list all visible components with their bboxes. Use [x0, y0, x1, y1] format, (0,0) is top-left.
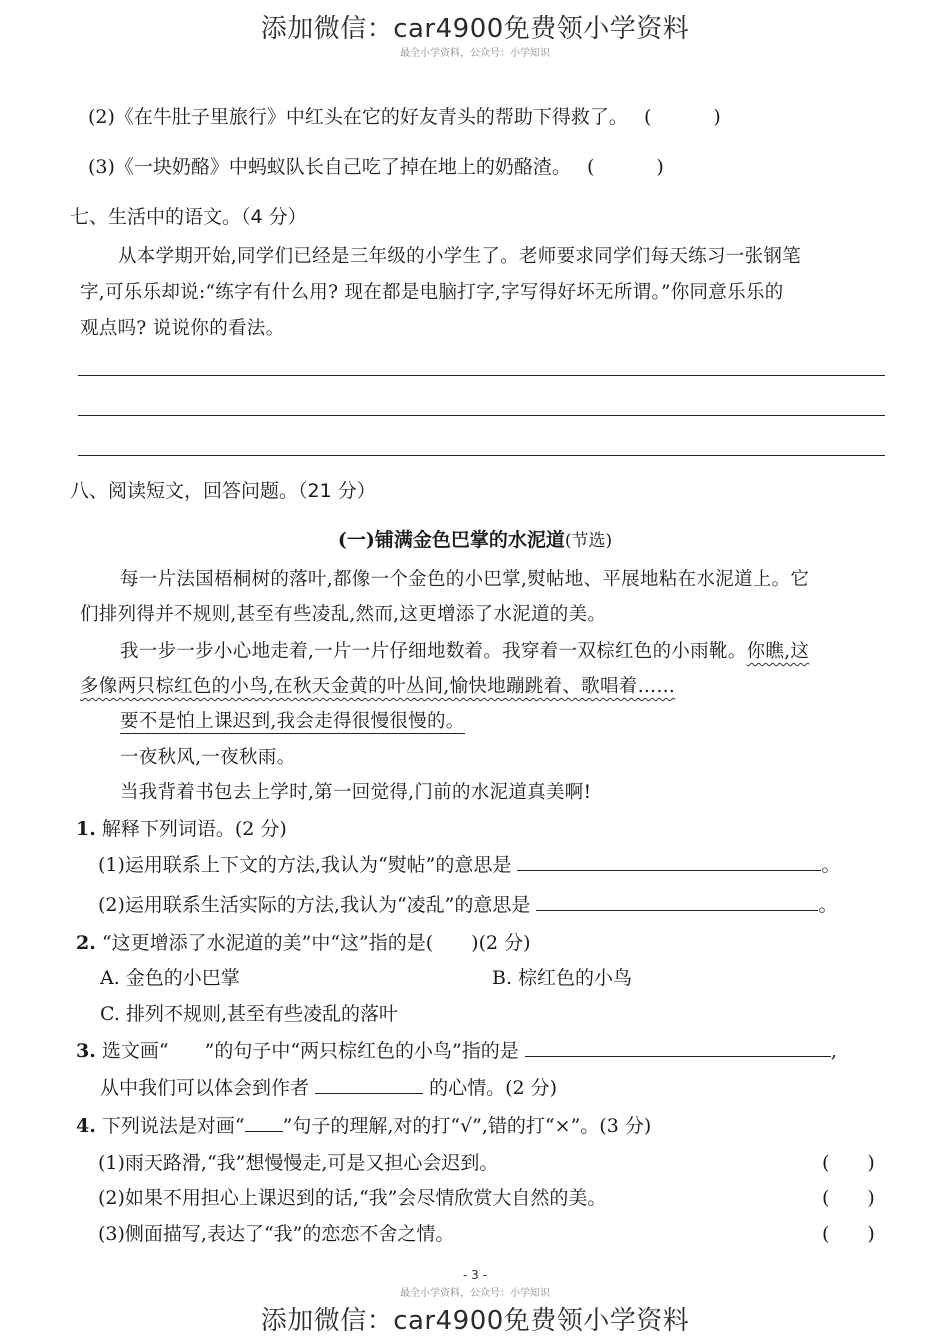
- question-4-1: (1)雨天路滑,“我”想慢慢走,可是又担心会迟到。: [98, 1152, 499, 1174]
- question-1-text: 解释下列词语。(2 分): [101, 818, 287, 840]
- question-4-2: (2)如果不用担心上课迟到的话,“我”会尽情欣赏大自然的美。: [98, 1187, 607, 1209]
- passage-p3-underlined: 要不是怕上课迟到,我会走得很慢很慢的。: [120, 711, 465, 732]
- passage-p4: 一夜秋风,一夜秋雨。: [120, 747, 296, 768]
- passage-p1-line-2: 们排列得并不规则,甚至有些凌乱,然而,这更增添了水泥道的美。: [80, 604, 607, 625]
- question-2-text: “这更增添了水泥道的美”中“这”指的是( )(2 分): [101, 932, 531, 954]
- passage-p3: [120, 707, 465, 733]
- answer-line-2[interactable]: [78, 415, 885, 416]
- section-7-line-3: 观点吗? 说说你的看法。: [80, 318, 285, 339]
- question-1-1-period: 。: [821, 854, 841, 876]
- section-7-line-2: 字,可乐乐却说:“练字有什么用? 现在都是电脑打字,字写得好坏无所谓。”你同意乐乐的: [80, 282, 784, 303]
- question-1: [76, 814, 287, 841]
- question-3: [76, 1036, 837, 1063]
- judge-item-2-text: (2)《在牛肚子里旅行》中红头在它的好友青头的帮助下得救了。: [88, 106, 628, 128]
- passage-p2-wavy-2: 多像两只棕红色的小鸟,在秋天金黄的叶丛间,愉快地蹦跳着、歌唱着……: [80, 676, 676, 697]
- question-1-1-blank[interactable]: [517, 852, 821, 871]
- question-3-text-b: ”的句子中“两只棕红色的小鸟”指的是: [204, 1040, 519, 1062]
- question-2-option-b[interactable]: B. 棕红色的小鸟: [492, 967, 633, 989]
- watermark-bottom: 添加微信：car4900免费领小学资料: [260, 1306, 690, 1336]
- question-2-option-a[interactable]: A. 金色的小巴掌: [100, 967, 240, 989]
- faint-footer: 最全小学资料，公众号：小学知识: [400, 1288, 550, 1299]
- question-3-text-a: 选文画“: [101, 1040, 169, 1062]
- question-3-blank-1[interactable]: [525, 1038, 831, 1057]
- question-4-2-mark[interactable]: ( ): [822, 1187, 875, 1209]
- question-1-2-period: 。: [818, 894, 838, 916]
- passage-p5: 当我背着书包去上学时,第一回觉得,门前的水泥道真美啊!: [120, 782, 592, 803]
- question-2-option-c[interactable]: C. 排列不规则,甚至有些凌乱的落叶: [100, 1003, 398, 1025]
- passage-p2-line-1: [120, 637, 809, 663]
- question-2: [76, 928, 531, 955]
- question-1-2-text: (2)运用联系生活实际的方法,我认为“凌乱”的意思是: [98, 894, 531, 916]
- question-1-number: 1.: [76, 818, 96, 840]
- question-1-2-blank[interactable]: [536, 892, 818, 911]
- judge-item-3-paren-close: ): [656, 156, 664, 178]
- section-7-title: 七、生活中的语文。（4 分）: [70, 206, 307, 228]
- question-2-number: 2.: [76, 932, 96, 954]
- judge-item-2: [88, 102, 721, 129]
- passage-title-note: (节选): [564, 531, 613, 551]
- passage-p2-wavy-1: 你瞧,这: [746, 641, 810, 662]
- question-4-3-mark[interactable]: ( ): [822, 1223, 875, 1245]
- answer-line-1[interactable]: [78, 375, 885, 376]
- question-4-text-b: ”句子的理解,对的打“√”,错的打“×”。(3 分): [282, 1115, 652, 1137]
- question-3-number: 3.: [76, 1040, 96, 1062]
- question-4-3: (3)侧面描写,表达了“我”的恋恋不舍之情。: [98, 1223, 455, 1245]
- passage-title-text: (一)铺满金色巴掌的水泥道: [337, 529, 565, 551]
- passage-p2-plain: 我一步一步小心地走着,一片一片仔细地数着。我穿着一双棕红色的小雨靴。: [120, 641, 747, 662]
- judge-item-3: [88, 152, 664, 179]
- passage-title: [0, 525, 950, 552]
- judge-item-2-paren-open: (: [643, 106, 652, 128]
- faint-header: 最全小学资料，公众号：小学知识: [400, 48, 550, 59]
- question-4-1-mark[interactable]: ( ): [822, 1152, 875, 1174]
- passage-p1-line-1: 每一片法国梧桐树的落叶,都像一个金色的小巴掌,熨帖地、平展地粘在水泥道上。它: [120, 569, 810, 590]
- watermark-top: 添加微信：car4900免费领小学资料: [260, 14, 690, 44]
- question-4-number: 4.: [76, 1115, 96, 1137]
- page-number: - 3 -: [463, 1268, 487, 1282]
- question-1-1-text: (1)运用联系上下文的方法,我认为“熨帖”的意思是: [98, 854, 512, 876]
- question-1-1: [98, 850, 840, 877]
- question-3-line-2a: 从中我们可以体会到作者: [100, 1077, 310, 1099]
- question-4: [76, 1111, 651, 1138]
- question-3-comma: ,: [830, 1040, 837, 1062]
- answer-line-3[interactable]: [78, 455, 885, 456]
- judge-item-3-paren-open: (: [586, 156, 595, 178]
- question-3-line-2: [100, 1073, 557, 1100]
- question-1-2: [98, 890, 837, 917]
- question-3-line-2b: 的心情。(2 分): [429, 1077, 558, 1099]
- judge-item-3-text: (3)《一块奶酪》中蚂蚁队长自己吃了掉在地上的奶酪渣。: [88, 156, 571, 178]
- judge-item-2-paren-close: ): [713, 106, 721, 128]
- section-7-line-1: 从本学期开始,同学们已经是三年级的小学生了。老师要求同学们每天练习一张钢笔: [118, 246, 801, 267]
- passage-p2-line-2: [80, 672, 675, 698]
- section-8-title: 八、阅读短文，回答问题。（21 分）: [70, 480, 376, 502]
- question-3-blank-2[interactable]: [315, 1075, 423, 1094]
- question-4-text-a: 下列说法是对画“: [101, 1115, 245, 1137]
